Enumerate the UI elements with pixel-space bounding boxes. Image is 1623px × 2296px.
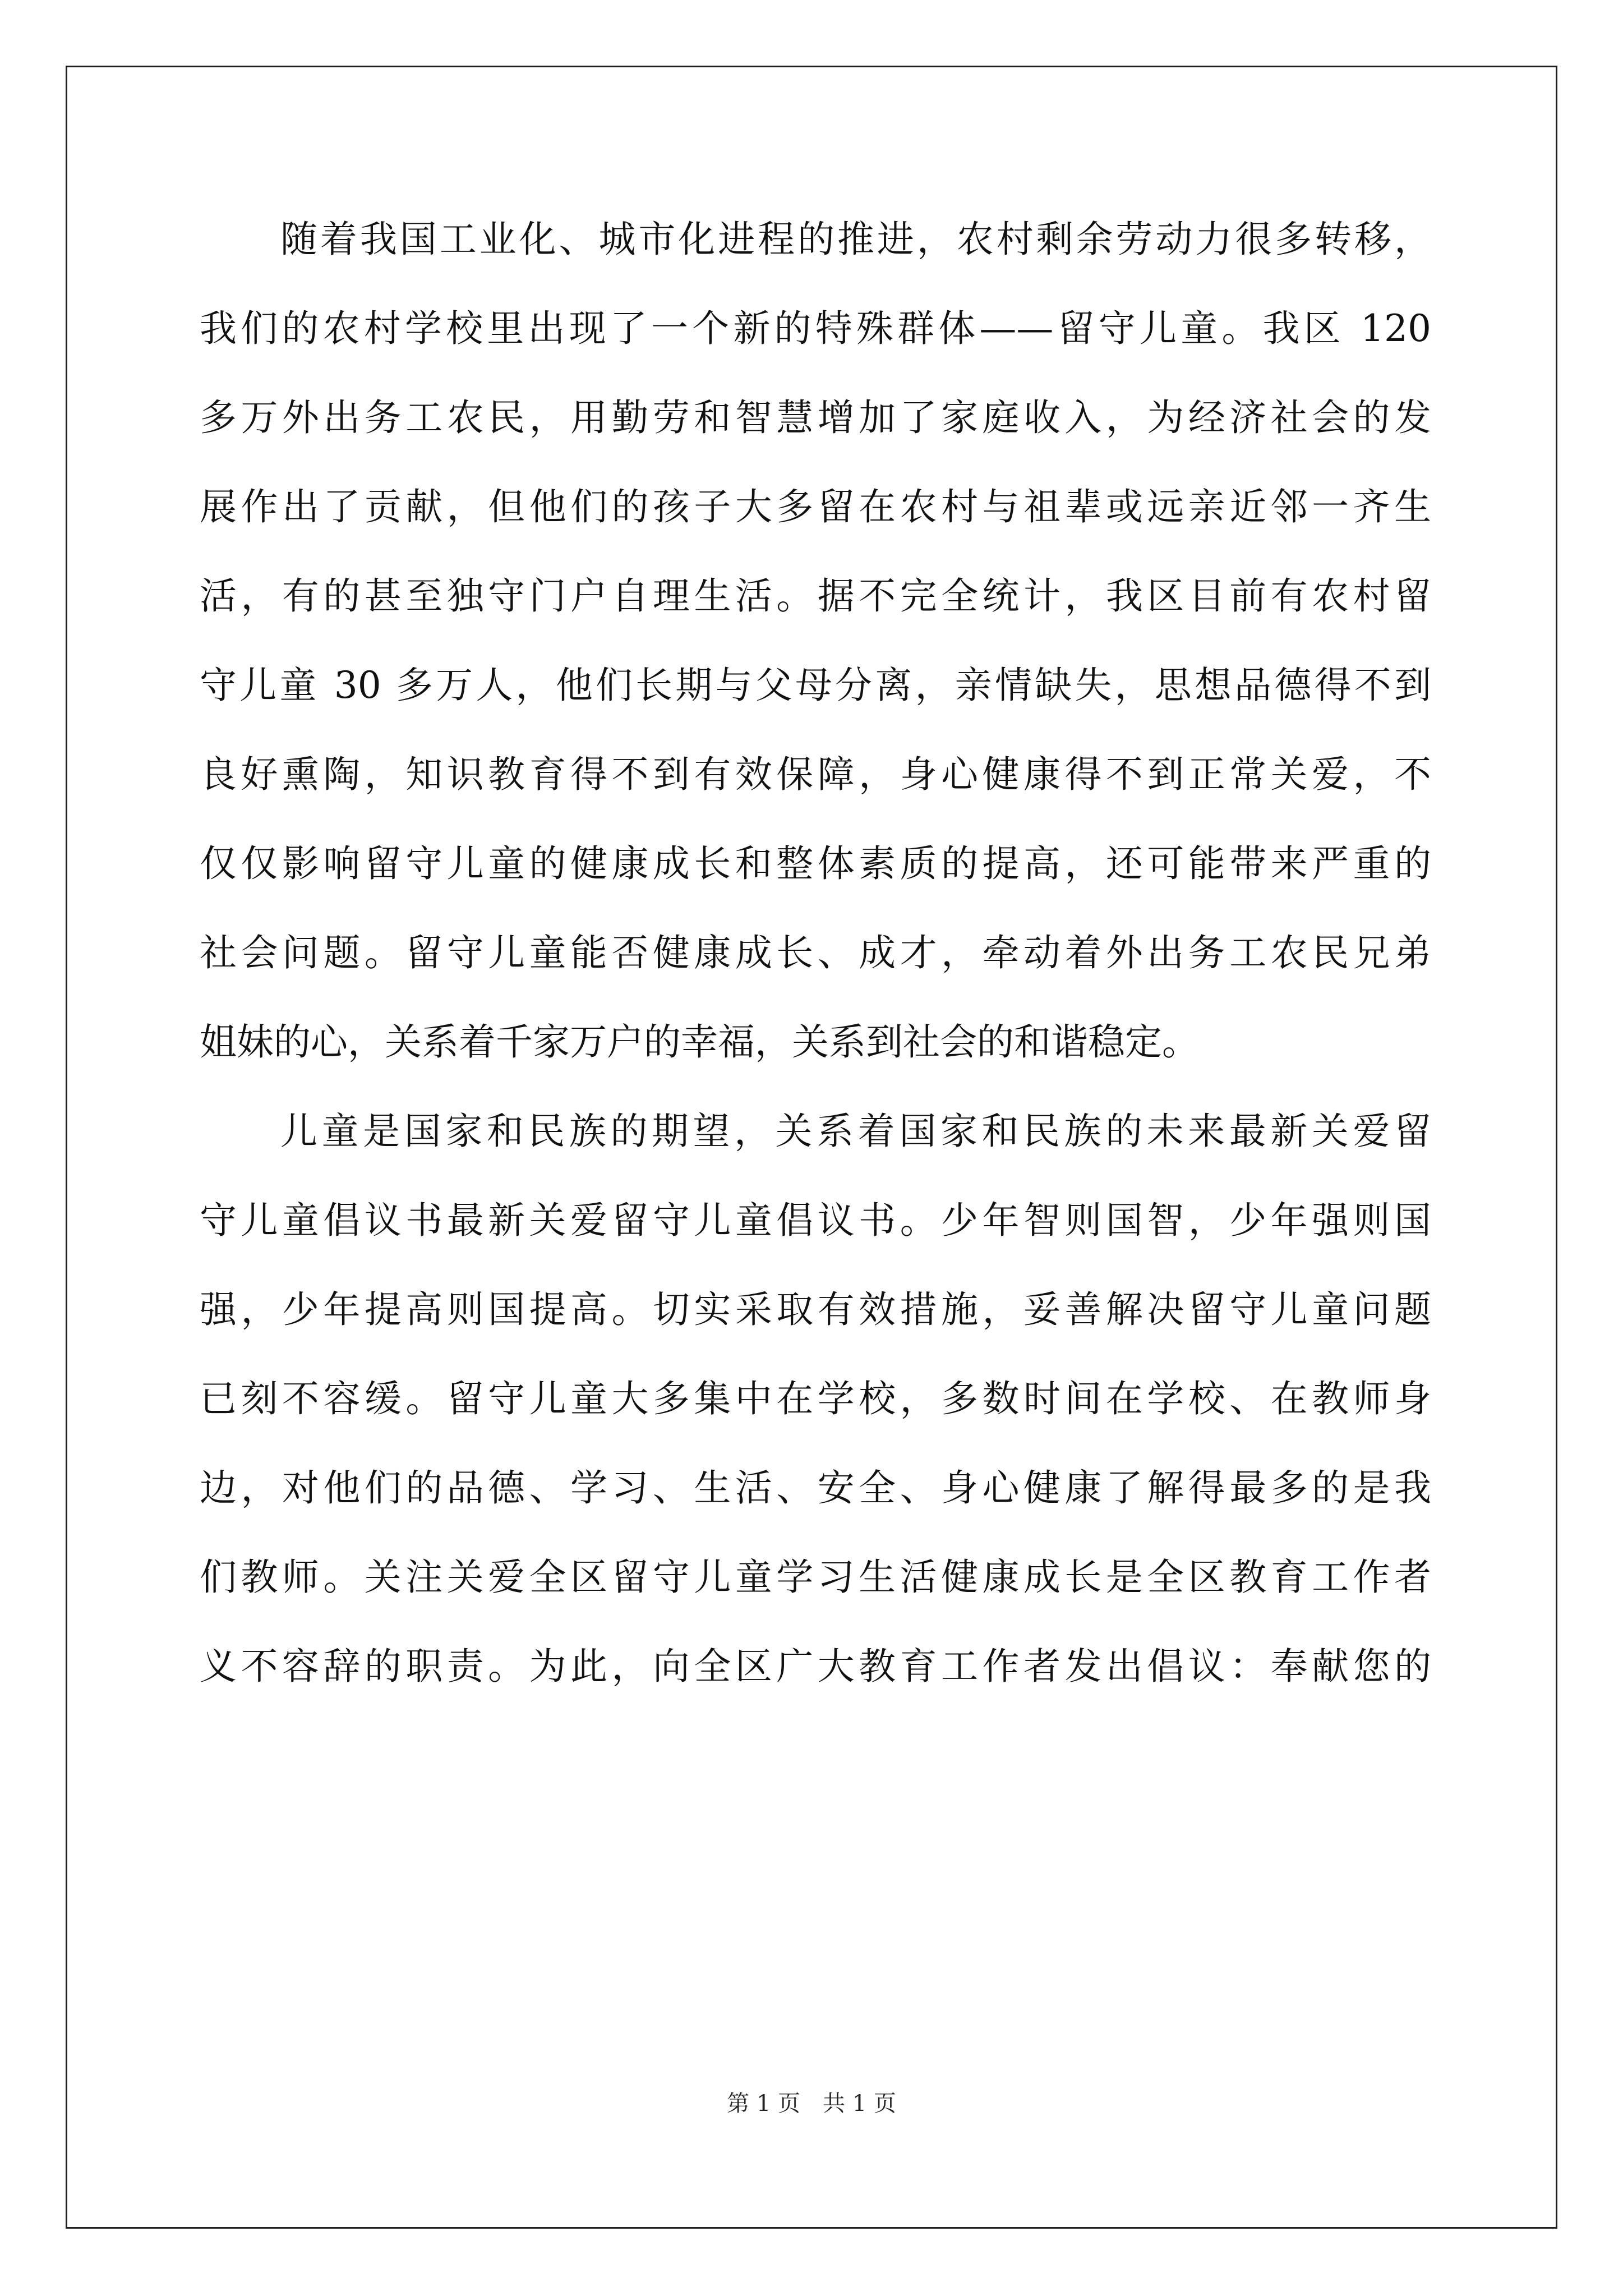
paragraph-1-line-8: 仅仅影响留守儿童的健康成长和整体素质的提高，还可能带来严重的 (200, 842, 1431, 885)
paragraph-2-line-7: 义不容辞的职责。为此，向全区广大教育工作者发出倡议：奉献您的 (200, 1645, 1431, 1688)
paragraph-2-line-6: 们教师。关注关爱全区留守儿童学习生活健康成长是全区教育工作者 (200, 1556, 1431, 1599)
paragraph-1-line-6: 守儿童 30 多万人，他们长期与父母分离，亲情缺失，思想品德得不到 (200, 664, 1431, 707)
paragraph-1-line-1: 随着我国工业化、城市化进程的推进，农村剩余劳动力很多转移， (280, 218, 1431, 261)
paragraph-1-line-4: 展作出了贡献，但他们的孩子大多留在农村与祖辈或远亲近邻一齐生 (200, 485, 1431, 528)
paragraph-2-line-1: 儿童是国家和民族的期望，关系着国家和民族的未来最新关爱留 (280, 1110, 1431, 1153)
paragraph-2-line-5: 边，对他们的品德、学习、生活、安全、身心健康了解得最多的是我 (200, 1466, 1431, 1510)
paragraph-1-line-7: 良好熏陶，知识教育得不到有效保障，身心健康得不到正常关爱，不 (200, 753, 1431, 796)
page-footer (0, 2087, 1623, 2120)
paragraph-2-line-2: 守儿童倡议书最新关爱留守儿童倡议书。少年智则国智，少年强则国 (200, 1199, 1431, 1242)
paragraph-2-line-4: 已刻不容缓。留守儿童大多集中在学校，多数时间在学校、在教师身 (200, 1377, 1431, 1420)
paragraph-1-line-9: 社会问题。留守儿童能否健康成长、成才，牵动着外出务工农民兄弟 (200, 931, 1431, 974)
page-total: 共 1 页 (823, 2091, 896, 2116)
paragraph-1-line-10: 姐妹的心，关系着千家万户的幸福，关系到社会的和谐稳定。 (200, 1020, 1199, 1064)
paragraph-1-line-3: 多万外出务工农民，用勤劳和智慧增加了家庭收入，为经济社会的发 (200, 396, 1431, 439)
paragraph-1-line-5: 活，有的甚至独守门户自理生活。据不完全统计，我区目前有农村留 (200, 574, 1431, 618)
page-number: 第 1 页 (727, 2091, 800, 2116)
paragraph-1-line-2: 我们的农村学校里出现了一个新的特殊群体——留守儿童。我区 120 (200, 307, 1431, 350)
paragraph-2-line-3: 强，少年提高则国提高。切实采取有效措施，妥善解决留守儿童问题 (200, 1288, 1431, 1331)
